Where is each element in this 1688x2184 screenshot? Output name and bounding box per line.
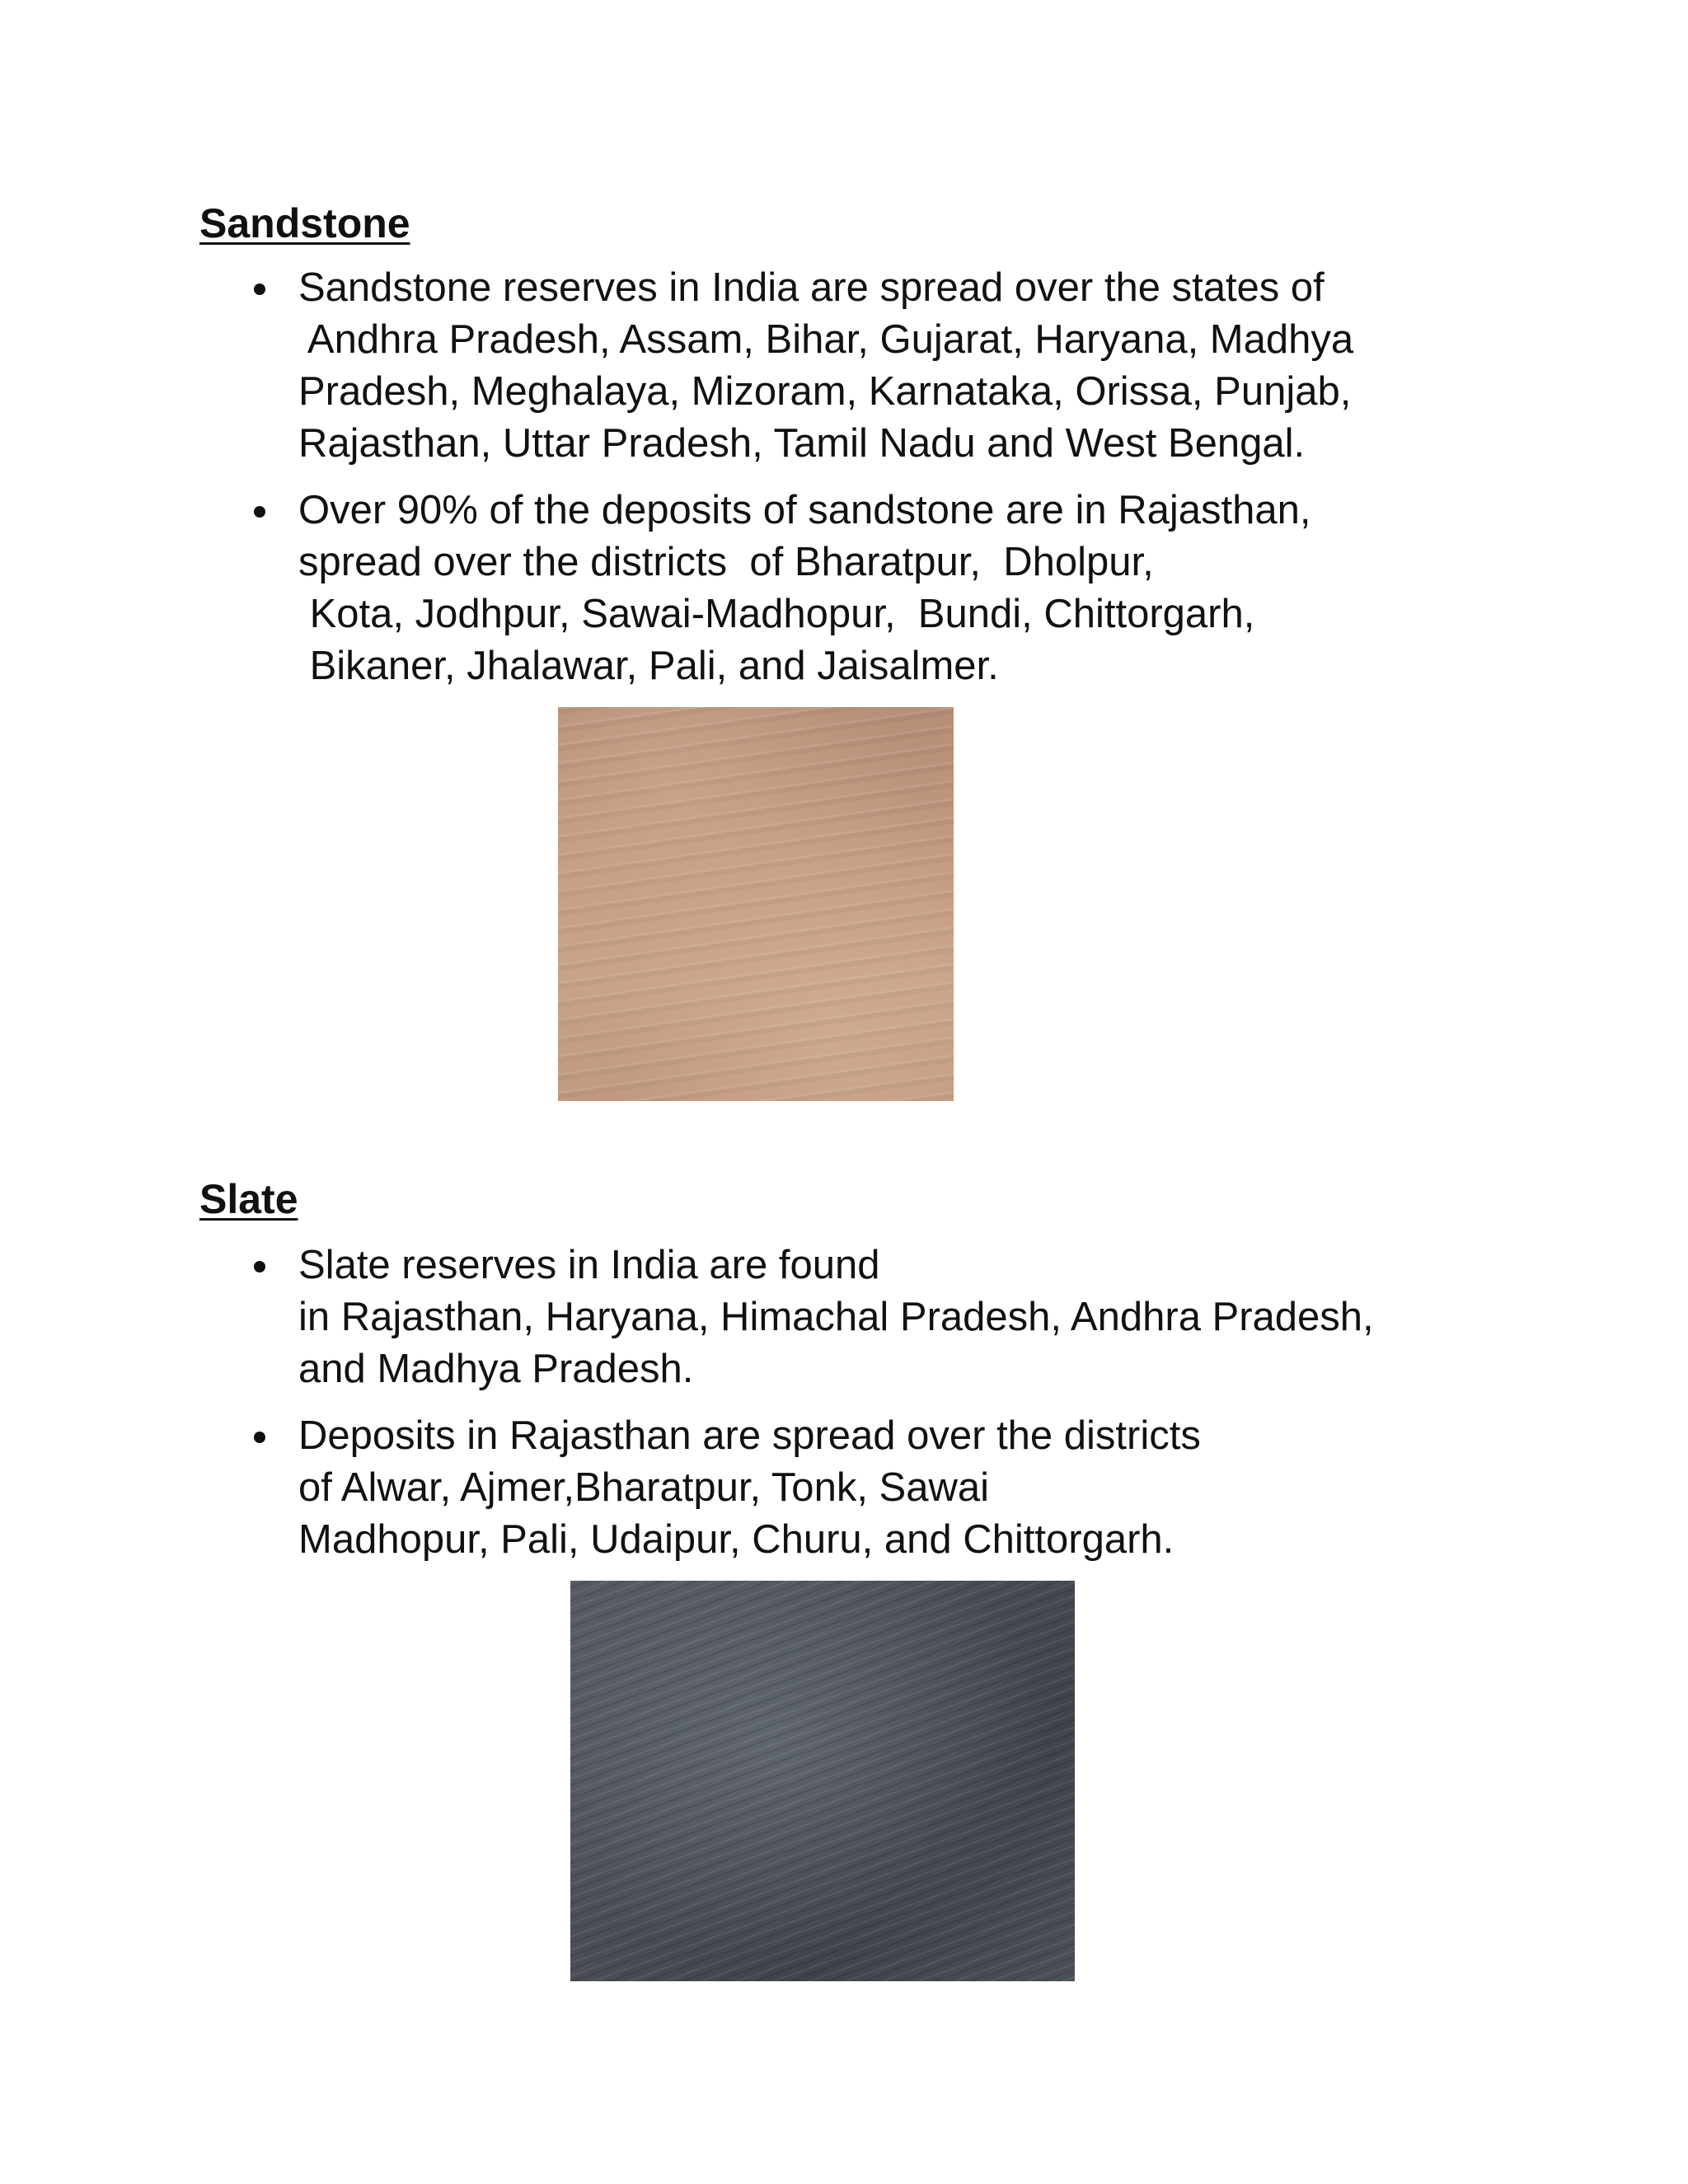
bullet-line: Over 90% of the deposits of sandstone are in Rajasthan,	[298, 488, 1311, 532]
list-item	[298, 1240, 1502, 1395]
list-item	[298, 262, 1502, 470]
bullet-line: Andhra Pradesh, Assam, Bihar, Gujarat, Haryana, Madhya	[298, 317, 1354, 362]
slate-texture-image	[570, 1581, 1075, 1981]
bullet-line: and Madhya Pradesh.	[298, 1347, 694, 1391]
section-heading-sandstone: Sandstone	[199, 200, 410, 246]
bullet-line: spread over the districts of Bharatpur, Dholpur,	[298, 540, 1154, 584]
bullet-line: Rajasthan, Uttar Pradesh, Tamil Nadu and West Bengal.	[298, 421, 1306, 466]
bullet-line: in Rajasthan, Haryana, Himachal Pradesh, Andhra Pradesh,	[298, 1295, 1374, 1339]
bullet-line: Bikaner, Jhalawar, Pali, and Jaisalmer.	[298, 644, 999, 688]
bullet-line: Pradesh, Meghalaya, Mizoram, Karnataka, Orissa, Punjab,	[298, 369, 1352, 414]
sandstone-texture-image	[558, 707, 954, 1101]
list-item	[298, 485, 1502, 692]
section-heading-slate: Slate	[199, 1176, 298, 1222]
bullet-line: Sandstone reserves in India are spread over the states of	[298, 265, 1325, 310]
list-item	[298, 1410, 1502, 1566]
bullet-line: Madhopur, Pali, Udaipur, Churu, and Chittorgarh.	[298, 1517, 1175, 1562]
bullet-line: Kota, Jodhpur, Sawai-Madhopur, Bundi, Chittorgarh,	[298, 592, 1255, 636]
bullet-line: Deposits in Rajasthan are spread over the districts	[298, 1413, 1201, 1458]
bullet-line: of Alwar, Ajmer,Bharatpur, Tonk, Sawai	[298, 1465, 990, 1510]
bullet-line: Slate reserves in India are found	[298, 1243, 880, 1287]
